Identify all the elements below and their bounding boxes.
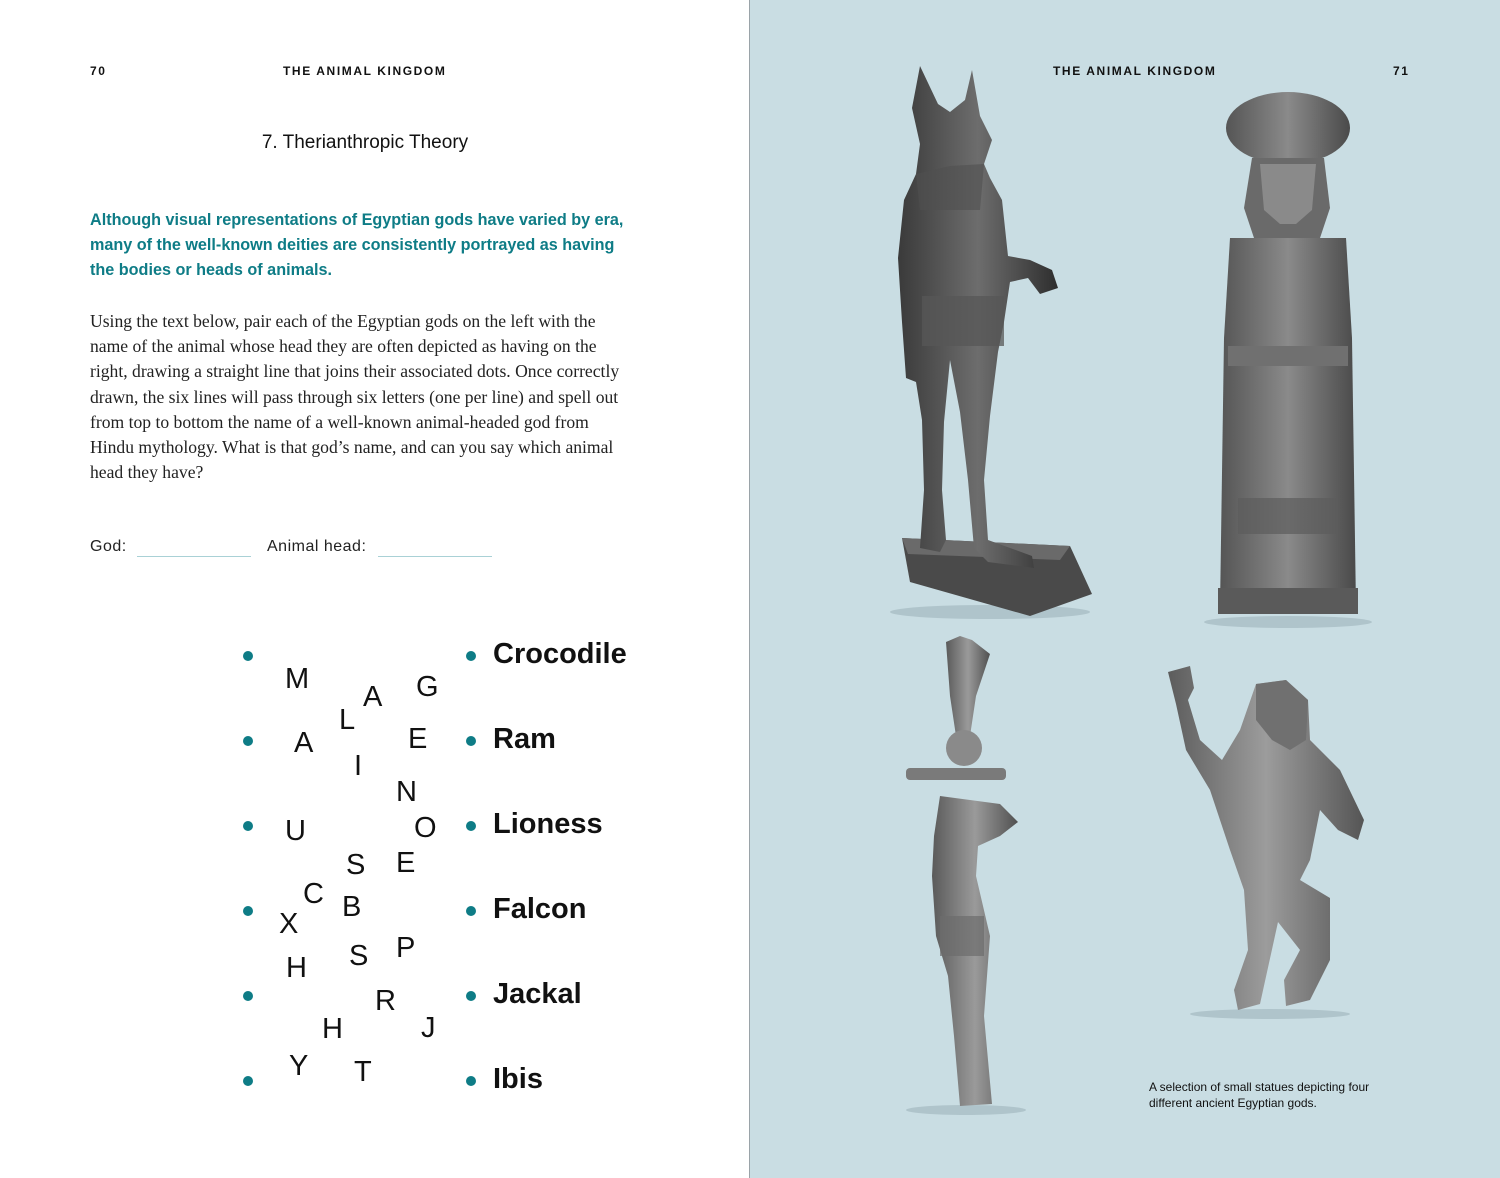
animal-label: Falcon (493, 893, 587, 925)
sekhmet-statue-image (1200, 88, 1375, 628)
animal-dot[interactable] (466, 991, 476, 1001)
left-page (0, 0, 749, 1178)
puzzle-letter: J (421, 1012, 436, 1044)
amun-statue-image (900, 636, 1035, 1116)
horus-statue-image (1160, 660, 1370, 1020)
god-dot[interactable] (243, 651, 253, 661)
animal-answer-label: Animal head: (267, 538, 367, 555)
puzzle-letter: N (396, 776, 417, 808)
god-dot[interactable] (243, 821, 253, 831)
puzzle-letter: X (279, 908, 299, 940)
animal-answer-blank[interactable] (378, 556, 492, 557)
god-answer-label: God: (90, 538, 127, 555)
animal-dot[interactable] (466, 1076, 476, 1086)
puzzle-letter: L (339, 704, 356, 736)
puzzle-letter: M (285, 663, 310, 695)
god-dot[interactable] (243, 906, 253, 916)
puzzle-letter: A (363, 681, 383, 713)
animal-dot[interactable] (466, 906, 476, 916)
puzzle-letter: A (294, 727, 314, 759)
animal-label: Lioness (493, 808, 603, 840)
puzzle-letter: Y (289, 1050, 309, 1082)
animal-label: Crocodile (493, 638, 627, 670)
puzzle-letter: H (322, 1013, 343, 1045)
right-page (750, 0, 1500, 1178)
puzzle-letter: B (342, 891, 362, 923)
puzzle-letter: E (396, 847, 416, 879)
animal-dot[interactable] (466, 736, 476, 746)
puzzle-letter: S (346, 849, 366, 881)
animal-label: Jackal (493, 978, 582, 1010)
page-number-right: 71 (1393, 64, 1410, 78)
animal-label: Ibis (493, 1063, 543, 1095)
photo-caption: A selection of small statues depicting four different ancient Egyptian gods. (1149, 1080, 1370, 1110)
running-head-right: THE ANIMAL KINGDOM (1053, 64, 1217, 78)
god-answer-blank[interactable] (137, 556, 251, 557)
puzzle-letter: R (375, 985, 396, 1017)
puzzle-title: 7. Therianthropic Theory (261, 132, 469, 153)
puzzle-letter: C (303, 878, 324, 910)
puzzle-letter: H (286, 952, 307, 984)
animal-dot[interactable] (466, 821, 476, 831)
puzzle-letter: O (414, 812, 437, 844)
puzzle-letter: G (416, 671, 439, 703)
puzzle-letter: I (354, 750, 363, 782)
puzzle-letter: U (285, 815, 306, 847)
puzzle-letter: T (354, 1056, 372, 1088)
instructions-paragraph: Using the text below, pair each of the Egyptian gods on the left with the name of the animal whose head they are often depicted as having on the right, drawing a straight line that joins their associated dots. Once correctly drawn, the six lines will pass through six letters (one per line) and spell out from top to bottom the name of a well-known animal-headed god from Hindu mythology. What is that god’s name, and can you say which animal head they have? (90, 311, 620, 483)
animal-dot[interactable] (466, 651, 476, 661)
intro-paragraph: Although visual representations of Egyptian gods have varied by era, many of the well-known deities are consistently portrayed as having the bodies or heads of animals. (90, 211, 624, 279)
animal-label: Ram (493, 723, 556, 755)
page-number-left: 70 (90, 64, 107, 78)
running-head-left: THE ANIMAL KINGDOM (283, 64, 447, 78)
god-dot[interactable] (243, 1076, 253, 1086)
god-dot[interactable] (243, 991, 253, 1001)
god-dot[interactable] (243, 736, 253, 746)
puzzle-letter: S (349, 940, 369, 972)
puzzle-letter: P (396, 932, 416, 964)
puzzle-letter: E (408, 723, 428, 755)
anubis-statue-image (880, 60, 1110, 620)
